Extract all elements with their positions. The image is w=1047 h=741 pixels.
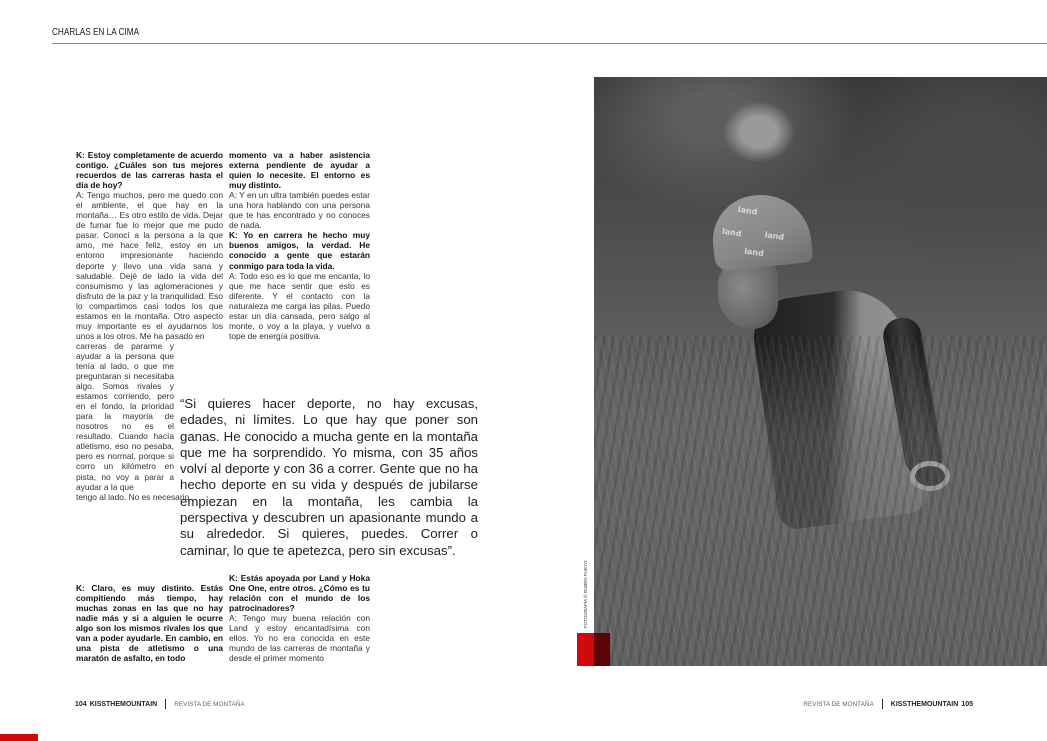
magazine-subtitle-right: REVISTA DE MONTAÑA	[803, 700, 874, 708]
section-label: CHARLAS EN LA CIMA	[52, 27, 140, 38]
magazine-name-right: KISSTHEMOUNTAIN	[890, 700, 959, 708]
magazine-name-left: KISSTHEMOUNTAIN	[89, 700, 158, 708]
footer-left	[75, 699, 245, 709]
pull-quote: “Si quieres hacer deporte, no hay excusas, edades, ni límites. Lo que hay que poner son ganas. He conocido a mucha gente en la montaña que me ha sorprendido. Yo misma, con 35 años volví al deporte y con 36 a correr. Gente que no ha hecho deporte en su vida y después de jubilarse empiezan en la montaña, les cambia la perspectiva y descubren un apasionante mundo a su alrededor. Si quieres, puedes. Correr o caminar, lo que te apetezca, pero sin excusas”.	[180, 396, 478, 558]
answer-1: A: Tengo muchos, pero me quedo con el ambiente, el que hay en la montaña… Es otro estilo de vida. Dejar de fumar fue lo mejor que me pudo pasar. Conocí a la persona a la que amo, me hace feliz, estoy en un entorno impresionante haciendo deporte y llevo una vida sana y saludable. Dejé de lado la vida del consumismo y las aglomeraciones y disfruto de la paz y la tranquilidad. Eso lo compartimos casi todos los que estamos en la montaña. Otro aspecto muy importante es el ayudarnos los unos a los otros. Me ha pasado en	[76, 190, 223, 341]
header-rule	[52, 43, 1047, 44]
page-number-left: 104	[75, 700, 87, 708]
interview-column-2-bottom	[229, 573, 370, 663]
question-4: K: Estás apoyada por Land y Hoka One One, entre otros. ¿Cómo es tu relación con el mundo de los patrocinadores?	[229, 573, 370, 614]
answer-3: A: Todo eso es lo que me encanta, lo que me hace sentir que esto es diferente. Y el contacto con la naturaleza me carga las pilas. Puedo estar un día cansada, pero salgo al monte, o voy a la playa, y vuelvo a tope de energía positiva.	[229, 270, 370, 341]
question-3: K: Yo en carrera he hecho muy buenos amigos, la verdad. He conocido a gente que estarán conmigo para toda la vida.	[229, 230, 370, 271]
question-2-continued: momento va a haber asistencia externa pendiente de ayudar a quien lo necesite. El entorno es muy distinto.	[229, 150, 370, 191]
question-2: K: Claro, es muy distinto. Estás compitiendo más tiempo, hay muchas zonas en las que no hay nadie más y si a alguien le ocurre algo son los mismos rivales los que van a poder ayudarle. En cambio, en una pista de atletismo o una maratón de asfalto, en todo	[76, 583, 223, 664]
bandana-logo: land	[743, 246, 765, 259]
photo-credit: FOTOGRAFÍA © RUBÉN PUEYO	[583, 560, 588, 628]
magazine-subtitle-left: REVISTA DE MONTAÑA	[174, 700, 245, 708]
bottom-accent-bar	[0, 734, 38, 741]
question-1: K: Estoy completamente de acuerdo contigo. ¿Cuáles son tus mejores recuerdos de las carreras hasta el día de hoy?	[76, 150, 223, 191]
page-number-right: 105	[961, 700, 973, 708]
bandana-logo: land	[737, 204, 758, 217]
answer-1-end: tengo al lado. No es necesario.	[76, 491, 192, 502]
bandana	[709, 190, 814, 272]
heather-foreground	[594, 336, 1047, 666]
accent-dark-red-block	[594, 633, 610, 666]
bandana-logo: land	[721, 226, 743, 239]
footer-right	[803, 699, 973, 709]
answer-2: A: Y en un ultra también puedes estar una hora hablando con una persona que te has encontrado y no conoces de nada.	[229, 190, 370, 231]
accent-red-block	[577, 633, 594, 666]
answer-1-wrap: carreras de pararme y ayudar a la persona que tenía al lado, o que me preguntaran si necesitaba algo. Somos rivales y estamos corriendo, pero en el fondo, la prioridad para la mayoría de nosotros no es el resultado. Cuando hacía atletismo, eso no pesaba, pero es normal, porque si corro un kilómetro en pista, no voy a parar a ayudar a la que	[76, 340, 174, 492]
footer-separator	[165, 699, 166, 709]
bandana-logo: land	[764, 230, 785, 242]
footer-separator	[882, 699, 883, 709]
interview-column-1-bottom	[76, 583, 223, 663]
interview-column-2	[229, 150, 370, 341]
answer-4: A: Tengo muy buena relación con Land y estoy encantadísima con ellos. Yo no era conocida en este mundo de las carreras de montaña y desde el primer momento	[229, 613, 370, 664]
runner-photo	[594, 77, 1047, 666]
